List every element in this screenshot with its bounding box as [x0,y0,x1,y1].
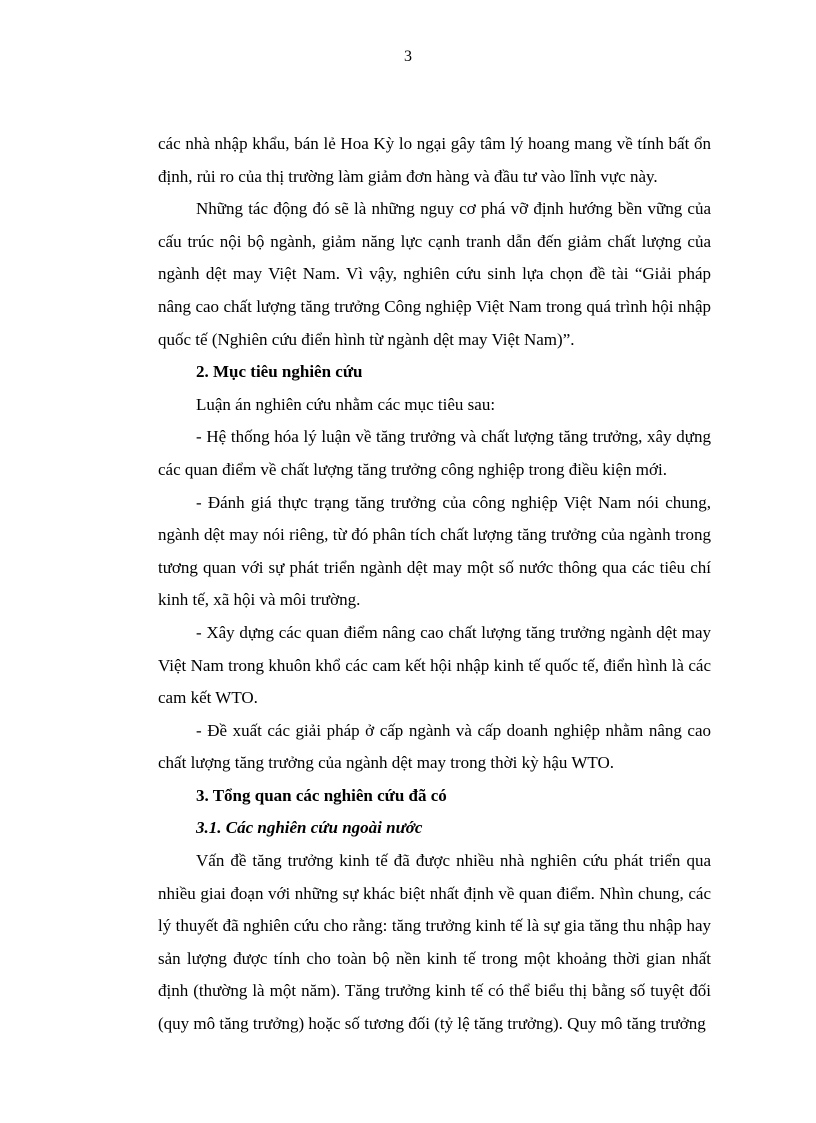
page-body [158,128,711,1041]
objective-item-3: - Xây dựng các quan điểm nâng cao chất lượng tăng trưởng ngành dệt may Việt Nam trong khuôn khổ các cam kết hội nhập kinh tế quốc tế, điển hình là các cam kết WTO. [158,622,711,708]
objective-item-2: - Đánh giá thực trạng tăng trưởng của công nghiệp Việt Nam nói chung, ngành dệt may nói riêng, từ đó phân tích chất lượng tăng trưởng của ngành trong tương quan với sự phát triển ngành dệt may một số nước thông qua các tiêu chí kinh tế, xã hội và môi trường. [158,492,711,610]
section-heading-literature-review: 3. Tổng quan các nghiên cứu đã có [196,785,447,805]
subsection-heading-foreign-studies: 3.1. Các nghiên cứu ngoài nước [196,818,423,838]
paragraph-continuation: các nhà nhập khẩu, bán lẻ Hoa Kỳ lo ngại gây tâm lý hoang mang về tính bất ổn định, rủi ro của thị trường làm giảm đơn hàng và đầu tư vào lĩnh vực này. [158,134,711,186]
paragraph-economic-growth: Vấn đề tăng trưởng kinh tế đã được nhiều nhà nghiên cứu phát triển qua nhiều giai đoạn với những sự khác biệt nhất định về quan điểm. Nhìn chung, các lý thuyết đã nghiên cứu cho rằng: tăng trưởng kinh tế là sự gia tăng thu nhập hay sản lượng được tính cho toàn bộ nền kinh tế trong một khoảng thời gian nhất định (thường là một năm). Tăng trưởng kinh tế có thể biểu thị bằng số tuyệt đối (quy mô tăng trưởng) hoặc số tương đối (tỷ lệ tăng trưởng). Quy mô tăng trưởng [158,851,711,1034]
paragraph-objectives-intro: Luận án nghiên cứu nhằm các mục tiêu sau: [196,394,496,414]
paragraph-topic-selection: Những tác động đó sẽ là những nguy cơ phá vỡ định hướng bền vững của cấu trúc nội bộ ngành, giảm năng lực cạnh tranh dẫn đến giảm chất lượng của ngành dệt may Việt Nam. Vì vậy, nghiên cứu sinh lựa chọn đề tài “Giải pháp nâng cao chất lượng tăng trưởng Công nghiệp Việt Nam trong quá trình hội nhập quốc tế (Nghiên cứu điển hình từ ngành dệt may Việt Nam)”. [158,199,711,349]
objective-item-1: - Hệ thống hóa lý luận về tăng trưởng và chất lượng tăng trưởng, xây dựng các quan điểm về chất lượng tăng trưởng công nghiệp trong điều kiện mới. [158,427,711,479]
page-number: 3 [404,48,412,65]
section-heading-objectives: 2. Mục tiêu nghiên cứu [196,362,363,382]
objective-item-4: - Đề xuất các giải pháp ở cấp ngành và cấp doanh nghiệp nhằm nâng cao chất lượng tăng trưởng của ngành dệt may trong thời kỳ hậu WTO. [158,720,711,773]
